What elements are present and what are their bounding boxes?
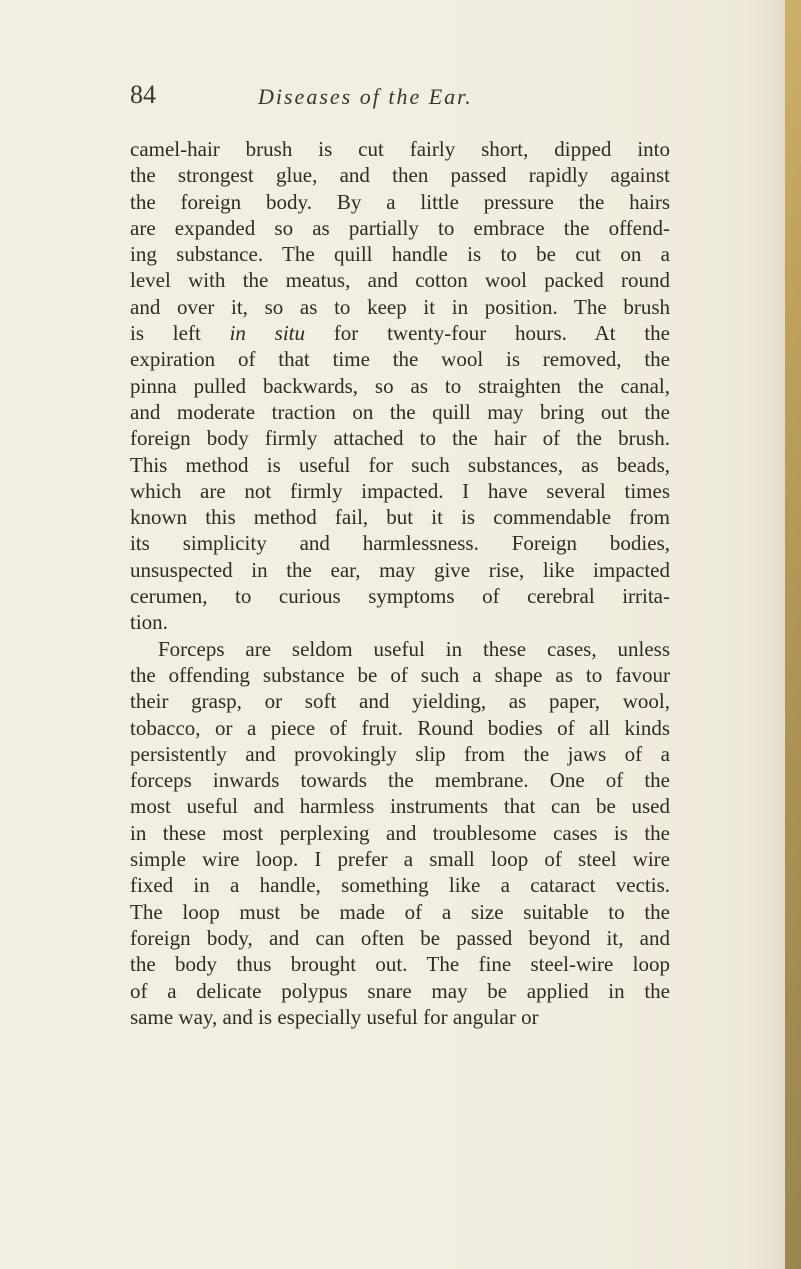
text-line: simple wire loop. I prefer a small loop of steel wire	[130, 847, 670, 872]
text-line: camel-hair brush is cut fairly short, dipped into	[130, 137, 670, 161]
text-line: its simplicity and harmlessness. Foreign bodies,	[130, 531, 670, 556]
text-line: most useful and harmless instruments that can be used	[130, 794, 670, 819]
text-line: the strongest glue, and then passed rapidly against	[130, 163, 670, 188]
text-line: which are not firmly impacted. I have several times	[130, 478, 670, 503]
text-line: are expanded so as partially to embrace the offend-	[130, 215, 670, 240]
text-line: same way, and is especially useful for angular or	[130, 1004, 539, 1029]
text-line: tion.	[130, 610, 168, 635]
text-line: of a delicate polypus snare may be applied in the	[130, 978, 670, 1003]
text-line: the offending substance be of such a shape as to favour	[130, 662, 670, 687]
text-line: fixed in a handle, something like a cataract vectis.	[130, 873, 670, 898]
text-line: forceps inwards towards the membrane. One of the	[130, 768, 670, 793]
running-head: Diseases of the Ear.	[258, 84, 473, 109]
text-line: Forceps are seldom useful in these cases, unless	[158, 636, 670, 661]
text-line: is left in situ for twenty-four hours. At the	[130, 321, 670, 346]
text-line: foreign body, and can often be passed beyond it, and	[130, 925, 670, 950]
text-line: This method is useful for such substances, as beads,	[130, 452, 670, 477]
text-line: foreign body firmly attached to the hair of the brush.	[130, 426, 670, 451]
body-text	[130, 136, 670, 1030]
text-line: and over it, so as to keep it in position. The brush	[130, 294, 670, 319]
text-line: The loop must be made of a size suitable to the	[130, 899, 670, 924]
text-line: the body thus brought out. The fine steel-wire loop	[130, 952, 670, 977]
text-line: ing substance. The quill handle is to be cut on a	[130, 242, 670, 267]
text-line: pinna pulled backwards, so as to straighten the canal,	[130, 373, 670, 398]
text-line: and moderate traction on the quill may bring out the	[130, 399, 670, 424]
text-line: cerumen, to curious symptoms of cerebral irrita-	[130, 584, 670, 609]
text-line: expiration of that time the wool is removed, the	[130, 347, 670, 372]
text-line: tobacco, or a piece of fruit. Round bodies of all kinds	[130, 715, 670, 740]
paragraph-1	[130, 136, 670, 636]
page-header	[130, 80, 690, 120]
page-edge	[785, 0, 801, 1269]
text-line: level with the meatus, and cotton wool packed round	[130, 268, 670, 293]
text-line: known this method fail, but it is commendable from	[130, 505, 670, 530]
text-line: persistently and provokingly slip from the jaws of a	[130, 741, 670, 766]
text-line: their grasp, or soft and yielding, as paper, wool,	[130, 689, 670, 714]
paragraph-2	[130, 636, 670, 1030]
text-line: the foreign body. By a little pressure the hairs	[130, 189, 670, 214]
text-line: unsuspected in the ear, may give rise, like impacted	[130, 557, 670, 582]
page-number: 84	[130, 80, 156, 109]
text-line: in these most perplexing and troublesome cases is the	[130, 820, 670, 845]
